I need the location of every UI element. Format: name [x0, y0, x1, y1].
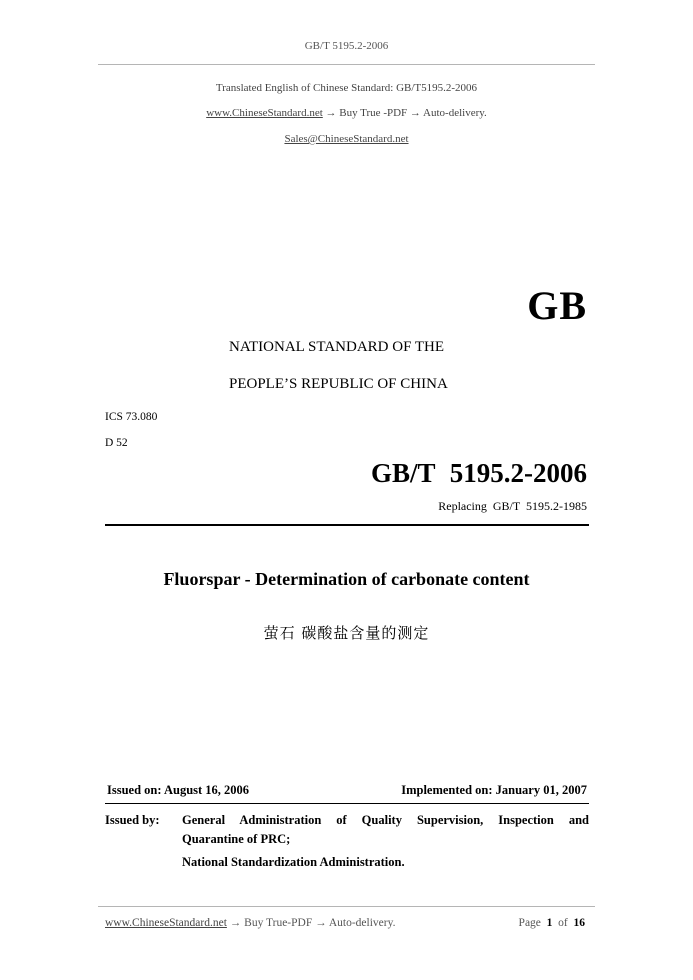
- header-divider: [98, 64, 595, 65]
- document-title-chinese: 萤石 碳酸盐含量的测定: [263, 624, 430, 642]
- replacing-note: Replacing GB/T 5195.2-1985: [438, 499, 587, 513]
- footer-promo: [105, 917, 395, 929]
- issued-by-label: Issued by:: [105, 813, 160, 827]
- gb-mark: GB: [527, 283, 587, 328]
- issuer-line-2: Quarantine of PRC;: [182, 832, 291, 846]
- footer-divider: [98, 906, 595, 907]
- promo-line: [0, 107, 693, 119]
- of-label: of: [558, 917, 568, 929]
- footer-website-link[interactable]: www.ChineseStandard.net: [105, 917, 227, 929]
- website-link[interactable]: www.ChineseStandard.net: [206, 107, 323, 119]
- document-title-english: Fluorspar - Determination of carbonate content: [163, 569, 530, 589]
- sales-email-link[interactable]: Sales@ChineseStandard.net: [284, 133, 409, 145]
- implemented-on-date: Implemented on: January 01, 2007: [401, 783, 587, 797]
- promo-text: → Buy True -PDF → Auto-delivery.: [322, 107, 487, 119]
- total-pages: 16: [573, 917, 585, 929]
- page-label: Page: [518, 917, 541, 929]
- national-standard-line-1: NATIONAL STANDARD OF THE: [229, 339, 445, 355]
- ics-code: ICS 73.080: [105, 411, 158, 423]
- issuer-line-3: National Standardization Administration.: [182, 855, 405, 869]
- issuer-line-1: General Administration of Quality Supervision, Inspection and: [182, 813, 589, 827]
- footer-promo-text: → Buy True-PDF → Auto-delivery.: [226, 917, 396, 929]
- standard-number: GB/T 5195.2-2006: [370, 458, 587, 488]
- issued-on-date: Issued on: August 16, 2006: [107, 783, 250, 797]
- title-divider: [105, 524, 589, 526]
- running-header: GB/T 5195.2-2006: [304, 40, 389, 52]
- issued-by-block: [105, 811, 589, 872]
- translation-note: Translated English of Chinese Standard: GB/T5195.2-2006: [215, 82, 478, 94]
- sales-line: [0, 133, 693, 145]
- national-standard-line-2: PEOPLE’S REPUBLIC OF CHINA: [229, 376, 448, 392]
- current-page: 1: [546, 917, 553, 929]
- dates-divider: [105, 803, 589, 804]
- page-indicator: [519, 917, 585, 929]
- ccs-code: D 52: [105, 437, 128, 449]
